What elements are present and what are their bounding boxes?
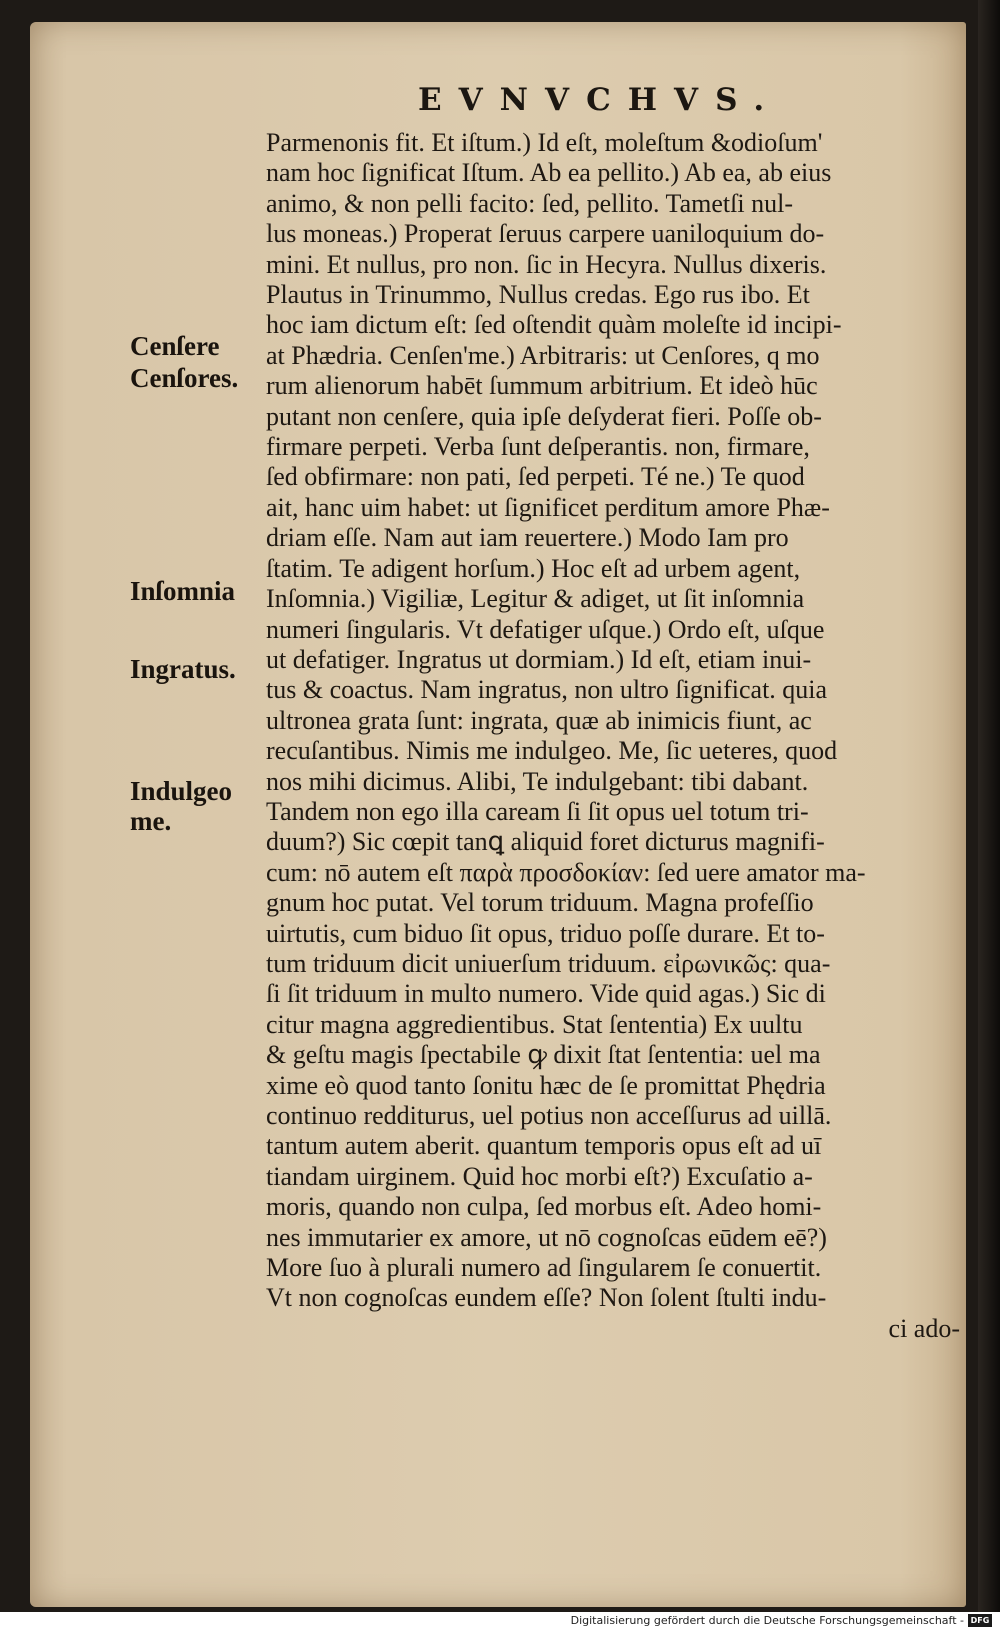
text-line: continuo redditurus, uel potius non acceſſurus ad uillā. [266,1101,832,1130]
text-line: hoc iam dictum eſt: ſed oſtendit quàm moleſte id incipi- [266,310,842,340]
footer-credit: Digitalisierung gefördert durch die Deutsche Forschungsgemeinschaft - [570,1614,964,1627]
text-line: Plautus in Trinummo, Nullus credas. Ego rus ibo. Et [266,280,810,310]
margin-note-censores: Cenſores. [130,363,239,393]
text-line: ait, hanc uim habet: ut ſignificet perditum amore Phæ- [266,492,830,522]
book-spine [978,0,1000,1612]
margin-note-indulgeo-me: me. [130,806,172,836]
text-line: gnum hoc putat. Vel torum triduum. Magna profeſſio [266,888,814,918]
commentary-text [266,128,966,1344]
text-line: Vt non cognoſcas eundem eſſe? Non ſolent ſtulti indu- [266,1283,827,1313]
margin-note-insomnia: Inſomnia [130,576,236,606]
text-line: ſtatim. Te adigent horſum.) Hoc eſt ad urbem agent, [266,553,801,583]
text-line: ultronea grata ſunt: ingrata, quæ ab inimicis fiunt, ac [266,705,812,735]
text-line: mini. Et nullus, pro non. ſic in Hecyra. Nullus dixeris. [266,249,827,279]
text-line: Tandem non ego illa caream ſi ſit opus uel totum tri- [266,796,809,826]
text-line: More ſuo à plurali numero ad ſingularem ſe conuertit. [266,1253,822,1283]
margin-note-indulgeo: Indulgeo [130,776,233,806]
text-line: ſed obfirmare: non pati, ſed perpeti. Té ne.) Te quod [266,462,805,492]
text-line: Inſomnia.) Vigiliæ, Legitur & adiget, ut ſit inſomnia [266,584,805,614]
text-line: xime eò quod tanto ſonitu hæc de ſe promittat Phędria [266,1070,826,1100]
text-line: moris, quando non culpa, ſed morbus eſt. Adeo homi- [266,1192,822,1222]
text-line: tantum autem aberit. quantum temporis opus eſt ad uī [266,1131,822,1161]
text-line: firmare perpeti. Verba ſunt deſperantis. non, firmare, [266,432,810,462]
text-line: duum?) Sic cœpit tanꝗ aliquid foret dicturus magnifi- [266,827,825,857]
running-head: EVNVCHVS. [418,82,782,118]
text-line: tiandam uirginem. Quid hoc morbi eſt?) Excuſatio a- [266,1161,813,1191]
margin-note-ingratus: Ingratus. [130,654,236,684]
text-line: nes immutarier ex amore, ut nō cognoſcas eūdem eē?) [266,1222,827,1252]
margin-note-censere: Cenſere [130,331,220,361]
catchword: ci ado- [888,1313,960,1343]
text-line: cum: nō autem eſt παρὰ προσδοκίαν: ſed uere amator ma- [266,857,866,887]
text-line: ut defatiger. Ingratus ut dormiam.) Id eſt, etiam inui- [266,644,812,674]
text-line: animo, & non pelli facito: ſed, pellito. Tametſi nul- [266,188,793,218]
digitization-footer [0,1612,1000,1631]
text-line: & geſtu magis ſpectabile ꝙ dixit ſtat ſententia: uel ma [266,1040,821,1070]
text-line: recuſantibus. Nimis me indulgeo. Me, ſic ueteres, quod [266,736,838,766]
text-line: rum alienorum habēt ſummum arbitrium. Et ideò hūc [266,371,818,401]
text-line: nos mihi dicimus. Alibi, Te indulgebant: tibi dabant. [266,766,809,796]
text-line: uirtutis, cum biduo ſit opus, triduo poſſe durare. Et to- [266,918,825,948]
text-line: lus moneas.) Properat ſeruus carpere uaniloquium do- [266,219,825,249]
text-line: driam eſſe. Nam aut iam reuertere.) Modo Iam pro [266,523,789,553]
text-line: Parmenonis fit. Et iſtum.) Id eſt, moleſtum &odioſum' [266,128,823,157]
text-line: tum triduum dicit uniuerſum triduum. εἰρωνικῶς: qua- [266,948,831,978]
text-line: tus & coactus. Nam ingratus, non ultro ſignificat. quia [266,675,828,705]
text-line: numeri ſingularis. Vt defatiger uſque.) Ordo eſt, uſque [266,614,825,644]
text-line: at Phædria. Cenſen'me.) Arbitraris: ut Cenſores, q mo [266,340,820,370]
text-line: citur magna aggredientibus. Stat ſententia) Ex uultu [266,1009,803,1039]
text-line: ſi ſit triduum in multo numero. Vide quid agas.) Sic di [266,979,826,1009]
dfg-logo: DFG [968,1614,992,1627]
text-line: putant non cenſere, quia ipſe deſyderat fieri. Poſſe ob- [266,401,822,431]
text-line: nam hoc ſignificat Iſtum. Ab ea pellito.) Ab ea, ab eius [266,158,832,188]
